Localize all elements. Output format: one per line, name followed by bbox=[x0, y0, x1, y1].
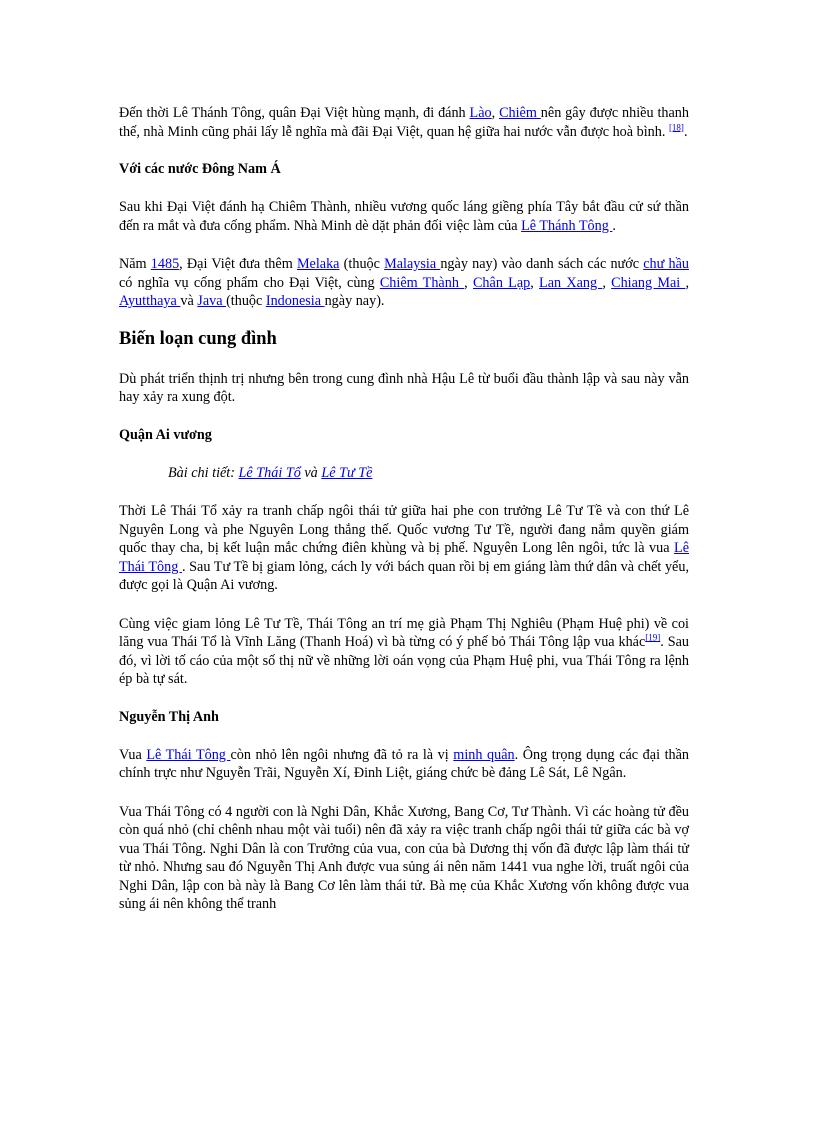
heading-bien-loan-cung-dinh: Biến loạn cung đình bbox=[119, 328, 277, 349]
link-le-thai-tong[interactable]: Lê Thái Tông bbox=[119, 540, 689, 575]
paragraph-thoi-le-thai-to: Thời Lê Thái Tổ xảy ra tranh chấp ngôi thái tử giữa hai phe con trưởng Lê Tư Tề và con thứ Lê Nguyên Long và phe Nguyên Long thắng thế. Quốc vương Tư Tề, người đang nắm quyền giám quốc thay cha, bị kết luận mắc chứng điên khùng và bị phế. Nguyên Long lên ngôi, tức là vua Lê Thái Tông . Sau Tư Tề bị giam lỏng, cách ly với bách quan rồi bị em giáng làm thứ dân và chết yểu, được gọi là Quận Ai vương. bbox=[119, 503, 689, 593]
link-le-thai-tong-2[interactable]: Lê Thái Tông bbox=[146, 746, 231, 763]
main-article-note: Bài chi tiết: Lê Thái Tổ và Lê Tư Tề bbox=[168, 464, 373, 481]
link-java[interactable]: Java bbox=[197, 293, 227, 309]
paragraph-du-phat-trien: Dù phát triển thịnh trị nhưng bên trong cung đình nhà Hậu Lê từ buổi đầu thành lập và sau này vẫn hay xảy ra xung đột. bbox=[119, 370, 689, 405]
link-lan-xang[interactable]: Lan Xang bbox=[539, 274, 603, 291]
paragraph-cung-viec-giam-long: Cùng việc giam lỏng Lê Tư Tề, Thái Tông an trí mẹ già Phạm Thị Nghiêu (Phạm Huệ phi) về coi lăng vua Thái Tổ là Vĩnh Lăng (Thanh Hoá) vì bà từng có ý phế bỏ Thái Tông lập vua khác[19]. Sau đó, vì lời tố cáo của một số thị nữ về những lời oán vọng của Phạm Huệ phi, vua Thái Tông ra lệnh ép bà tự sát. bbox=[119, 615, 690, 687]
link-chan-lap[interactable]: Chân Lạp bbox=[472, 274, 531, 291]
heading-dong-nam-a: Với các nước Đông Nam Á bbox=[119, 161, 281, 177]
paragraph-vua-le-thai-tong: Vua Lê Thái Tông còn nhỏ lên ngôi nhưng đã tỏ ra là vị minh quân. Ông trọng dụng các đại thần chính trực như Nguyễn Trãi, Nguyễn Xí, Đinh Liệt, giáng chức bè đảng Lê Sát, Lê Ngân. bbox=[119, 746, 690, 781]
paragraph-sau-khi: Sau khi Đại Việt đánh hạ Chiêm Thành, nhiều vương quốc láng giềng phía Tây bắt đầu cử sứ thần đến ra mắt và đưa cống phẩm. Nhà Minh dè dặt phản đối việc làm của Lê Thánh Tông . bbox=[119, 199, 689, 234]
link-indonesia[interactable]: Indonesia bbox=[265, 293, 325, 309]
paragraph-nam-1485: Năm 1485, Đại Việt đưa thêm Melaka (thuộc Malaysia ngày nay) vào danh sách các nước chư hầu có nghĩa vụ cống phẩm cho Đại Việt, cùng Chiêm Thành , Chân Lạp, Lan Xang , Chiang Mai , Ayutthaya và Java (thuộc Indonesia ngày nay). bbox=[119, 256, 690, 309]
footnote-ref-18[interactable]: [18] bbox=[668, 121, 684, 132]
link-minh-quan[interactable]: minh quân bbox=[453, 746, 515, 763]
paragraph-le-thanh-tong: Đến thời Lê Thánh Tông, quân Đại Việt hùng mạnh, đi đánh Lào, Chiêm nên gây được nhiều thanh thế, nhà Minh cũng phải lấy lễ nghĩa mà đãi Đại Việt, quan hệ giữa hai nước vẫn được hoà bình. [18]. bbox=[119, 105, 689, 140]
link-le-thanh-tong[interactable]: Lê Thánh Tông bbox=[521, 217, 613, 234]
link-malaysia[interactable]: Malaysia bbox=[384, 256, 441, 272]
footnote-ref-19[interactable]: [19] bbox=[645, 632, 661, 643]
link-chiem[interactable]: Chiêm bbox=[499, 105, 541, 121]
link-chiang-mai[interactable]: Chiang Mai bbox=[611, 274, 686, 291]
heading-quan-ai-vuong: Quận Ai vương bbox=[119, 426, 212, 443]
link-chu-hau[interactable]: chư hầu bbox=[643, 256, 689, 272]
link-melaka[interactable]: Melaka bbox=[296, 256, 340, 272]
link-ayutthaya[interactable]: Ayutthaya bbox=[119, 293, 181, 309]
heading-nguyen-thi-anh: Nguyễn Thị Anh bbox=[119, 708, 219, 725]
paragraph-vua-thai-tong-co-4-nguoi-con: Vua Thái Tông có 4 người con là Nghi Dân, Khắc Xương, Bang Cơ, Tư Thành. Vì các hoàng tử đều còn quá nhỏ (chỉ chênh nhau một vài tuổi) nên đã xảy ra việc tranh chấp ngôi thái tử giữa các bà vợ vua Thái Tông. Nghi Dân là con Trưởng của vua, con của bà Dương thị vốn đã được lập làm thái tử từ nhỏ. Nhưng sau đó Nguyễn Thị Anh được vua sủng ái nên năm 1441 vua nghe lời, truất ngôi của Nghi Dân, lập con bà này là Bang Cơ lên làm thái tử. Bà mẹ của Khắc Xương vốn không được vua sủng ái nên không thể tranh bbox=[119, 803, 689, 912]
document-page bbox=[119, 104, 689, 914]
link-1485[interactable]: 1485 bbox=[150, 256, 180, 272]
link-chiem-thanh[interactable]: Chiêm Thành bbox=[379, 274, 465, 291]
link-le-tu-te[interactable]: Lê Tư Tề bbox=[321, 464, 373, 481]
link-lao[interactable]: Lào bbox=[469, 105, 492, 121]
link-le-thai-to[interactable]: Lê Thái Tổ bbox=[238, 464, 301, 481]
